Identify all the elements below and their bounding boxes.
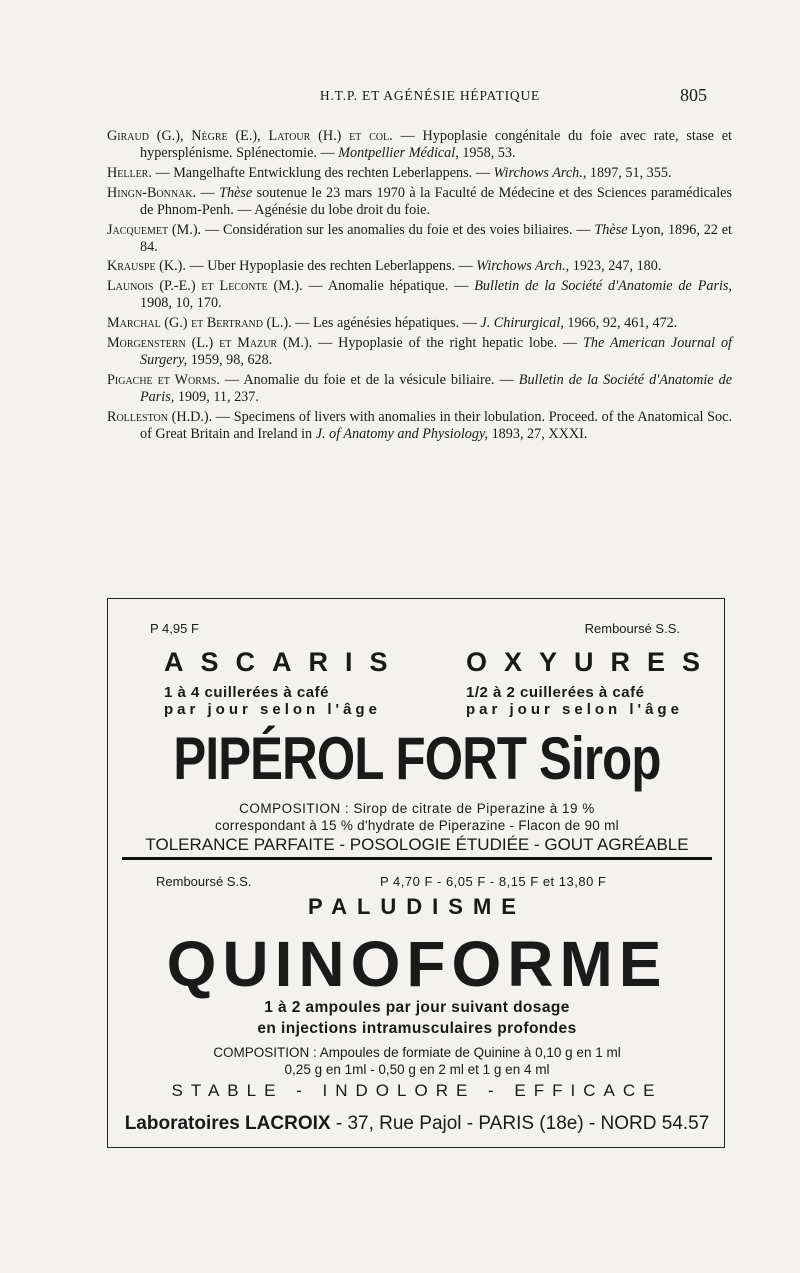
reference-tail: 1959, 98, 628.: [187, 351, 273, 368]
laboratory-footer: [108, 1113, 726, 1135]
reference-author: Marchal (G.) et Bertrand (L.).: [107, 315, 292, 332]
reference-source: Montpellier Médical,: [338, 145, 459, 162]
reference-text: — Hypoplasie congénitale du foie avec rate, stase et hypersplénisme. Splénectomie. —: [140, 128, 732, 162]
reference-author: Morgenstern (L.) et Mazur (M.).: [107, 334, 313, 351]
reference-tail: 1958, 53.: [458, 145, 516, 162]
section-divider: [122, 857, 712, 860]
reference-entry: [107, 409, 732, 443]
reference-author: Giraud (G.), Nègre (E.), Latour (H.) et col.: [107, 128, 393, 144]
reference-entry: [107, 222, 732, 256]
reference-text: — Specimens of livers with anomalies in their lobulation. Proceed. of the Anatomical Soc. of Great Britain and Ireland in: [140, 408, 732, 442]
ascaris-heading: ASCARIS: [164, 647, 405, 677]
tolerance-line: TOLERANCE PARFAITE - POSOLOGIE ÉTUDIÉE - GOUT AGRÉABLE: [145, 835, 689, 854]
reference-tail: Lyon, 1896, 22 et 84.: [140, 221, 732, 255]
piperol-fort-title: PIPÉROL FORT Sirop: [173, 725, 661, 792]
reference-author: Rolleston (H.D.).: [107, 408, 213, 425]
ascaris-dose-1: 1 à 4 cuillerées à café: [164, 684, 329, 701]
page-number: 805: [680, 85, 707, 105]
reference-author: Heller.: [107, 164, 152, 181]
reference-text: — Anomalie hépatique. —: [302, 278, 475, 295]
reference-text: — Hypoplasie of the right hepatic lobe. —: [312, 334, 583, 351]
reference-tail: 1909, 11, 237.: [174, 388, 259, 405]
reference-entry: [107, 165, 732, 182]
running-header: [0, 85, 800, 110]
reference-tail: 1923, 247, 180.: [569, 258, 662, 275]
composition-piperol-2: correspondant à 15 % d'hydrate de Piperazine - Flacon de 90 ml: [215, 818, 619, 833]
reimbursed-top: Remboursé S.S.: [584, 621, 680, 636]
reference-text: — Anomalie du foie et de la vésicule biliaire. —: [219, 371, 519, 388]
reference-source: Bulletin de la Société d'Anatomie de Paris,: [474, 278, 732, 295]
reference-author: Jacquemet (M.).: [107, 221, 202, 238]
reference-source: The American Journal of Surgery,: [140, 334, 732, 368]
reference-entry: [107, 335, 732, 369]
composition-quinoforme-1: COMPOSITION : Ampoules de formiate de Quinine à 0,10 g en 1 ml: [213, 1045, 621, 1060]
reference-author: Launois (P.-E.) et Leconte (M.).: [107, 278, 303, 295]
laboratory-address: - 37, Rue Pajol - PARIS (18e) - NORD 54.57: [330, 1113, 710, 1134]
reference-tail: 1966, 92, 461, 472.: [563, 315, 678, 332]
oxyures-heading: OXYURES: [466, 647, 718, 677]
quinoforme-title: QUINOFORME: [166, 928, 668, 1000]
composition-piperol-1: COMPOSITION : Sirop de citrate de Piperazine à 19 %: [239, 801, 595, 816]
reference-entry: [107, 315, 732, 332]
reference-author: Pigache et Worms.: [107, 371, 220, 388]
price-bottom: P 4,70 F - 6,05 F - 8,15 F et 13,80 F: [380, 874, 607, 889]
reference-tail: 1897, 51, 355.: [586, 164, 672, 181]
reference-author: Hingn-Bonnak.: [107, 184, 197, 201]
quinoforme-dose-1: 1 à 2 ampoules par jour suivant dosage: [264, 999, 570, 1016]
reference-tail: 1908, 10, 170.: [140, 295, 222, 312]
ascaris-dose-2: par jour selon l'âge: [164, 701, 381, 718]
composition-quinoforme-2: 0,25 g en 1ml - 0,50 g en 2 ml et 1 g en 4 ml: [284, 1062, 550, 1077]
running-title: H.T.P. ET AGÉNÉSIE HÉPATIQUE: [319, 88, 541, 103]
stable-line: STABLE - INDOLORE - EFFICACE: [171, 1081, 663, 1100]
reference-text: — Considération sur les anomalies du foie et des voies biliaires. —: [201, 221, 595, 238]
reference-tail: 1893, 27, XXXI.: [488, 425, 588, 442]
reference-text: — Uber Hypoplasie des rechten Leberlappens. —: [185, 258, 477, 275]
reference-source: J. of Anatomy and Physiology,: [315, 425, 489, 442]
reference-text: —: [196, 184, 220, 201]
oxyures-dose-1: 1/2 à 2 cuillerées à café: [466, 684, 645, 701]
reference-list: [107, 128, 732, 445]
reference-source: Bulletin de la Société d'Anatomie de Paris,: [140, 371, 732, 405]
price-top: P 4,95 F: [150, 621, 199, 636]
reference-source: Wirchows Arch.,: [493, 164, 587, 181]
reference-entry: [107, 185, 732, 219]
reference-entry: [107, 372, 732, 406]
reference-entry: [107, 258, 732, 275]
paludisme-heading: PALUDISME: [308, 894, 526, 919]
reference-entry: [107, 128, 732, 162]
quinoforme-dose-2: en injections intramusculaires profondes: [257, 1020, 577, 1037]
reference-source: Wirchows Arch.,: [476, 258, 570, 275]
reference-source: Thèse: [594, 221, 628, 238]
reimbursed-bottom: Remboursé S.S.: [156, 874, 252, 889]
reference-source: Thèse: [219, 184, 253, 201]
reference-text: — Les agénésies hépatiques. —: [291, 315, 481, 332]
reference-entry: [107, 278, 732, 312]
oxyures-dose-2: par jour selon l'âge: [466, 701, 683, 718]
reference-author: Krauspe (K.).: [107, 258, 186, 275]
reference-source: J. Chirurgical,: [480, 315, 564, 332]
reference-text: — Mangelhafte Entwicklung des rechten Leberlappens. —: [151, 164, 494, 181]
pharmaceutical-advertisement: [107, 598, 725, 1148]
reference-tail: soutenue le 23 mars 1970 à la Faculté de Médecine et des Sciences paramédicales de Phnom-Penh. — Agénésie du lobe droit du foie.: [140, 184, 732, 218]
laboratory-name: Laboratoires LACROIX: [124, 1113, 331, 1134]
